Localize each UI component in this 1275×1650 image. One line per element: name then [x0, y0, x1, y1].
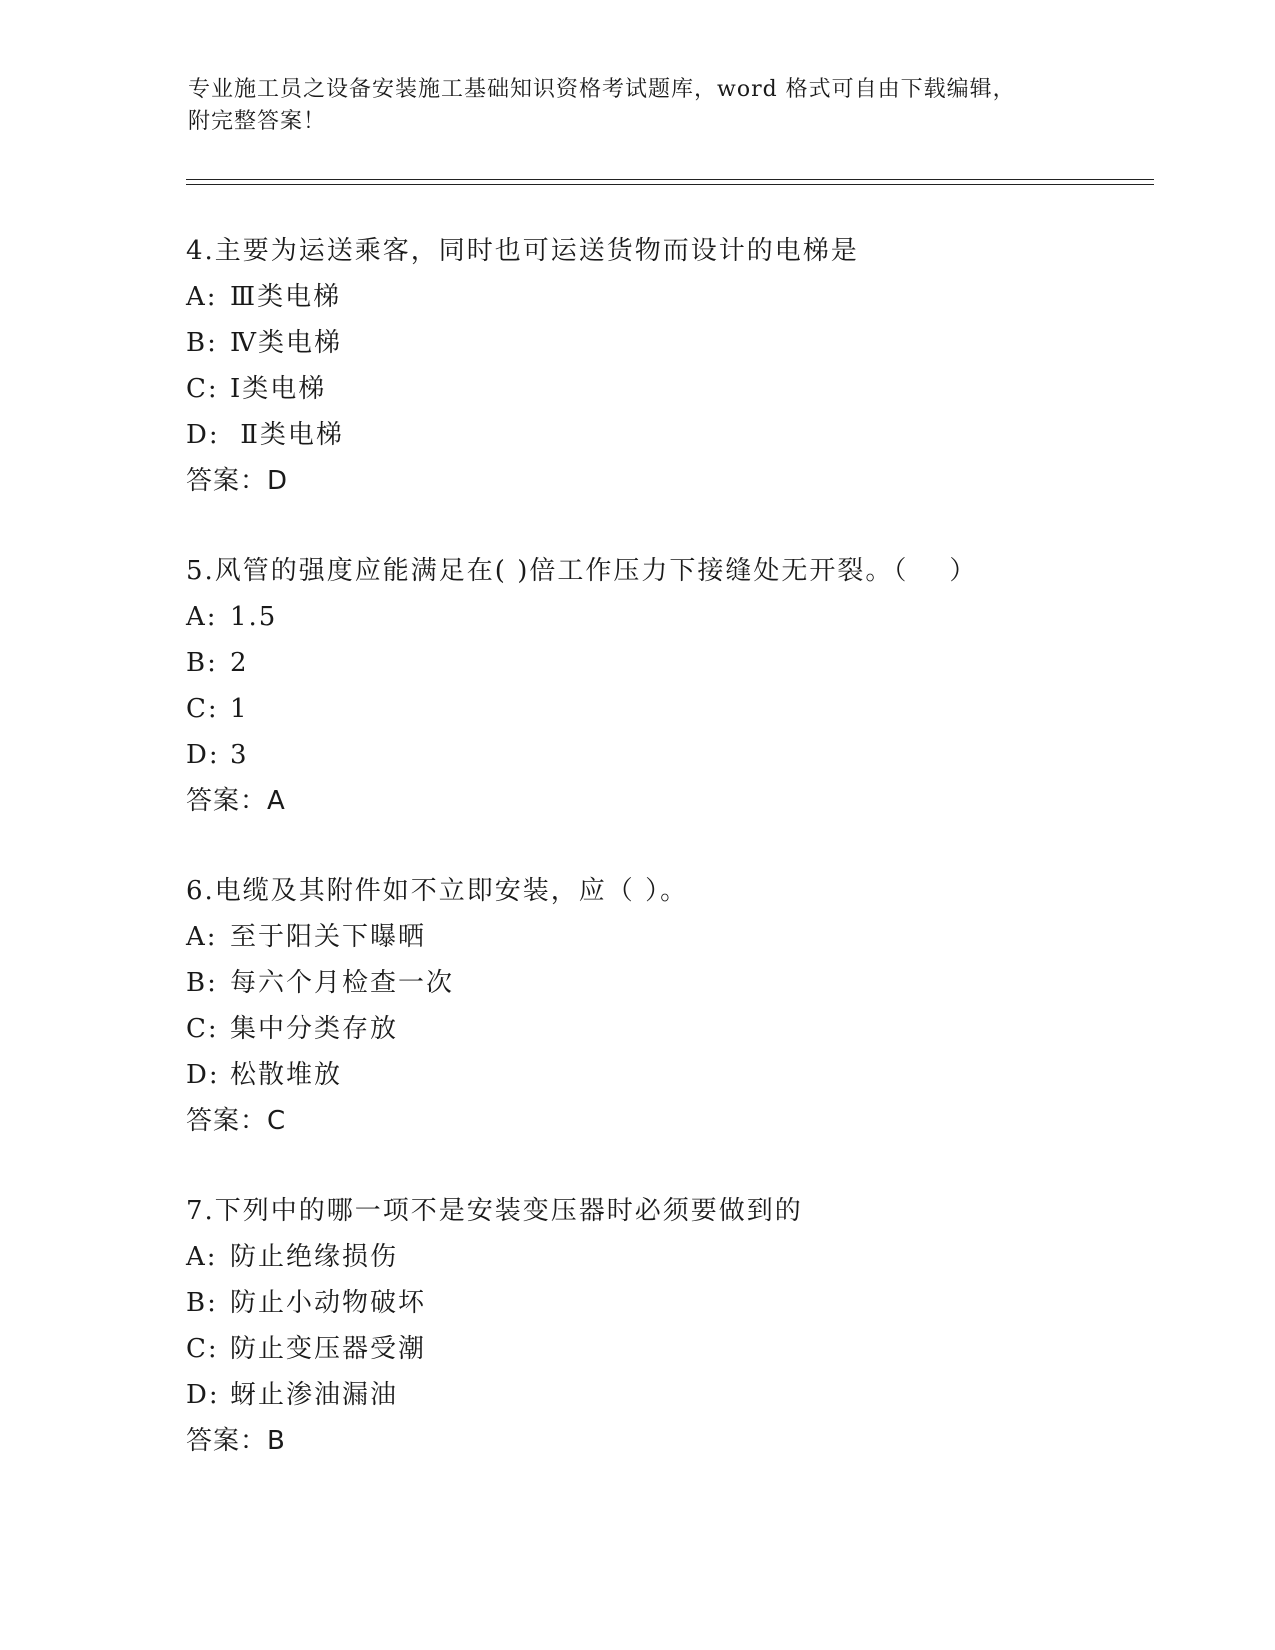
answer-label: 答案：	[186, 1106, 268, 1136]
option-letter: C:	[186, 1334, 219, 1364]
option-text: Ⅳ类电梯	[230, 328, 342, 358]
option-text: 3	[230, 740, 249, 770]
option-letter: C:	[186, 374, 219, 404]
option-letter: A:	[186, 922, 218, 952]
answer-value: A	[267, 786, 286, 816]
header-divider-top	[186, 179, 1154, 180]
question-stem: 6.电缆及其附件如不立即安装，应（ ）。	[186, 876, 689, 906]
document-header	[188, 74, 1068, 138]
option-letter: B:	[186, 968, 218, 998]
option-d	[186, 1372, 1146, 1418]
answer-value: D	[267, 466, 289, 496]
option-text: 1	[230, 694, 249, 724]
header-divider-bottom	[186, 184, 1154, 185]
option-letter: C:	[186, 1014, 219, 1044]
option-c	[186, 1326, 1146, 1372]
option-a	[186, 594, 1146, 640]
question-6	[186, 868, 1146, 1144]
option-letter: A:	[186, 602, 218, 632]
option-letter: A:	[186, 282, 218, 312]
option-text: Ⅲ类电梯	[230, 282, 342, 312]
answer-label: 答案：	[186, 466, 268, 496]
header-line-2: 附完整答案！	[188, 109, 327, 134]
answer-value: B	[267, 1426, 286, 1456]
option-text: 至于阳关下曝晒	[230, 922, 427, 952]
option-a	[186, 274, 1146, 320]
answer-line	[186, 458, 1146, 504]
option-text: 蚜止渗油漏油	[230, 1380, 399, 1410]
question-7	[186, 1188, 1146, 1464]
option-b	[186, 1280, 1146, 1326]
question-4	[186, 228, 1146, 504]
answer-line	[186, 778, 1146, 824]
option-d	[186, 1052, 1146, 1098]
option-text: 防止变压器受潮	[230, 1334, 427, 1364]
option-b	[186, 960, 1146, 1006]
answer-value: C	[267, 1106, 287, 1136]
option-text: 防止绝缘损伤	[230, 1242, 399, 1272]
option-a	[186, 914, 1146, 960]
answer-label: 答案：	[186, 786, 268, 816]
option-letter: D:	[186, 740, 220, 770]
question-stem: 7.下列中的哪一项不是安装变压器时必须要做到的	[186, 1196, 803, 1226]
option-c	[186, 686, 1146, 732]
option-d	[186, 732, 1146, 778]
option-c	[186, 366, 1146, 412]
question-5	[186, 548, 1146, 824]
option-b	[186, 640, 1146, 686]
header-line-1: 专业施工员之设备安装施工基础知识资格考试题库，word 格式可自由下载编辑，	[188, 77, 1016, 102]
option-letter: D:	[186, 1060, 220, 1090]
option-text: 每六个月检查一次	[230, 968, 455, 998]
option-text: Ⅱ类电梯	[230, 420, 344, 450]
option-a	[186, 1234, 1146, 1280]
option-c	[186, 1006, 1146, 1052]
option-text: 2	[230, 648, 249, 678]
option-letter: B:	[186, 648, 218, 678]
option-letter: D:	[186, 1380, 220, 1410]
answer-label: 答案：	[186, 1426, 268, 1456]
question-stem: 5.风管的强度应能满足在( )倍工作压力下接缝处无开裂。（ ）	[186, 556, 978, 586]
answer-line	[186, 1418, 1146, 1464]
question-stem: 4.主要为运送乘客，同时也可运送货物而设计的电梯是	[186, 236, 859, 266]
option-letter: B:	[186, 328, 218, 358]
option-b	[186, 320, 1146, 366]
option-letter: D:	[186, 420, 220, 450]
answer-line	[186, 1098, 1146, 1144]
option-letter: B:	[186, 1288, 218, 1318]
option-letter: A:	[186, 1242, 218, 1272]
option-text: 防止小动物破坏	[230, 1288, 427, 1318]
option-letter: C:	[186, 694, 219, 724]
option-text: 松散堆放	[230, 1060, 343, 1090]
option-text: 1.5	[230, 602, 278, 632]
option-d	[186, 412, 1146, 458]
option-text: 集中分类存放	[230, 1014, 399, 1044]
option-text: Ⅰ类电梯	[230, 374, 327, 404]
